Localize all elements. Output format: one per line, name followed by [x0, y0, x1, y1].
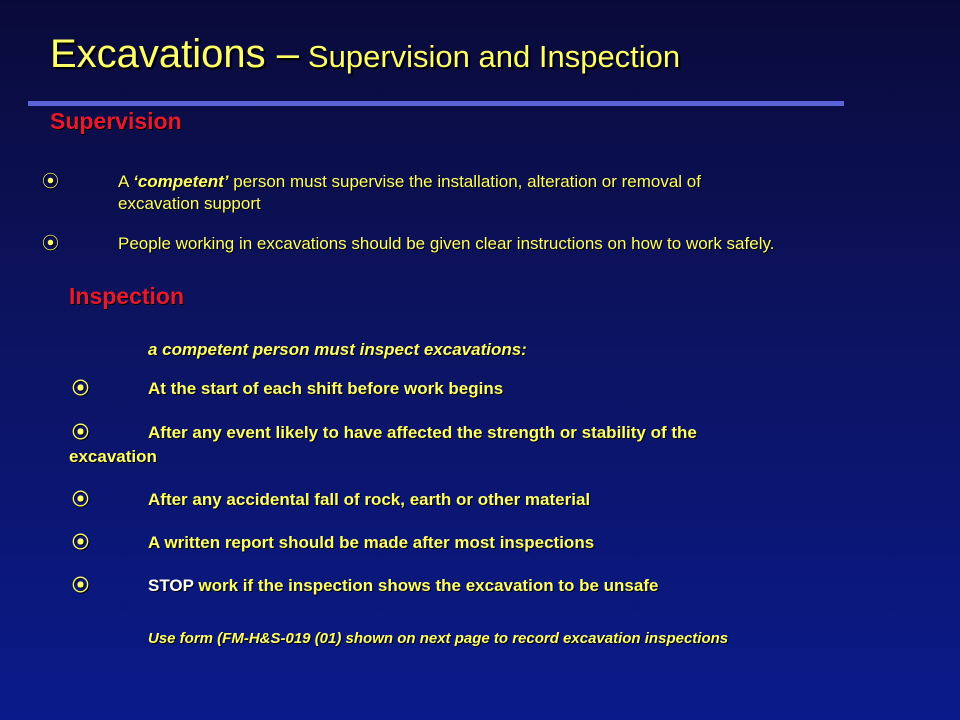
title-subtitle: Supervision and Inspection — [307, 39, 681, 74]
competent-emphasis: ‘competent’ — [133, 172, 229, 191]
title-main: Excavations – — [50, 32, 300, 76]
stop-emphasis: STOP — [148, 576, 194, 595]
supervision-item-2-text: People working in excavations should be given clear instructions on how to work safely. — [118, 234, 775, 253]
title-underline — [28, 101, 844, 106]
bullet-icon: ⦿ — [42, 172, 59, 191]
inspection-item-3 — [0, 489, 960, 513]
bullet-icon: ⦿ — [42, 234, 59, 253]
inspection-item-5-text: STOP work if the inspection shows the excavation to be unsafe — [148, 576, 659, 595]
supervision-item-2 — [0, 233, 960, 257]
bullet-icon: ⦿ — [72, 379, 89, 398]
inspection-item-2-line-2: excavation — [69, 447, 157, 466]
inspection-item-1 — [0, 378, 960, 402]
inspection-item-4-text: A written report should be made after most inspections — [148, 533, 595, 552]
bullet-icon: ⦿ — [72, 423, 89, 442]
bullet-icon: ⦿ — [72, 576, 89, 595]
inspection-item-1-text: At the start of each shift before work begins — [148, 379, 504, 398]
supervision-heading: Supervision — [50, 108, 182, 134]
slide-title — [50, 32, 680, 77]
inspection-item-2-line-1: After any event likely to have affected the strength or stability of the — [148, 423, 697, 442]
inspection-footnote: Use form (FM-H&S-019 (01) shown on next page to record excavation inspections — [148, 630, 729, 647]
supervision-item-1-line-2: excavation support — [118, 194, 261, 213]
inspection-item-3-text: After any accidental fall of rock, earth or other material — [148, 490, 591, 509]
bullet-icon: ⦿ — [72, 533, 89, 552]
supervision-item-1-line-1: A ‘competent’ person must supervise the installation, alteration or removal of — [118, 172, 701, 191]
inspection-item-4 — [0, 532, 960, 556]
inspection-item-2 — [0, 422, 960, 468]
inspection-item-5 — [0, 575, 960, 599]
bullet-icon: ⦿ — [72, 490, 89, 509]
supervision-item-1 — [0, 171, 960, 215]
inspection-intro: a competent person must inspect excavations: — [148, 340, 527, 359]
inspection-heading: Inspection — [69, 283, 185, 309]
